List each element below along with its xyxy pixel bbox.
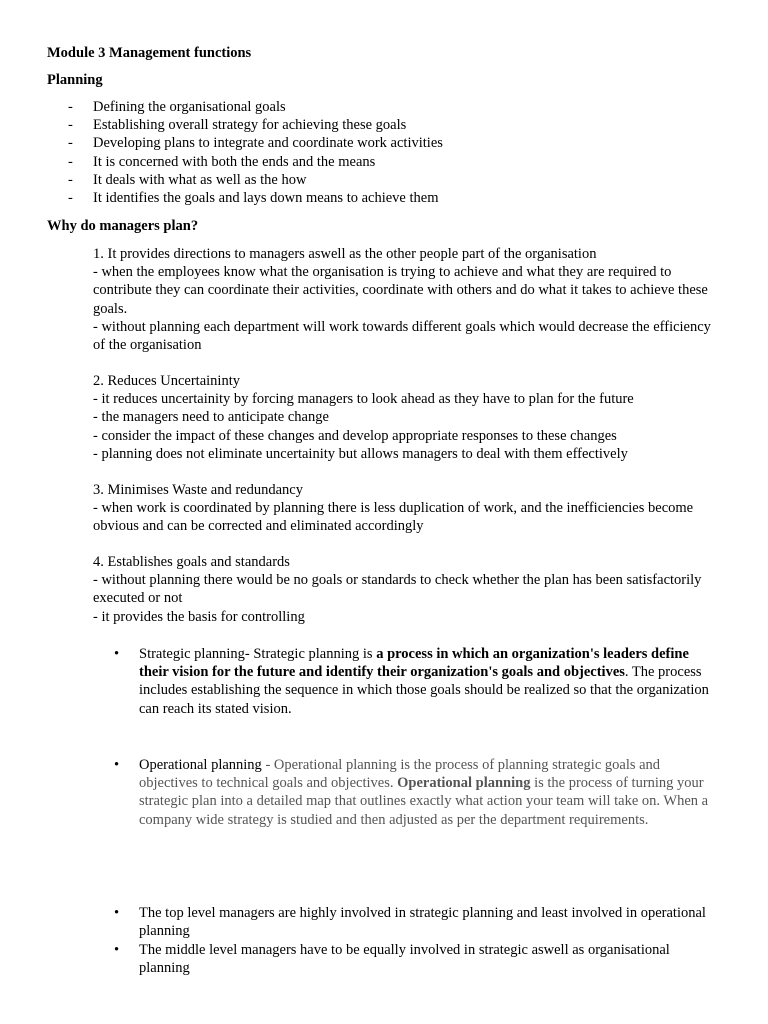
reason-line: - without planning each department will work towards different goals which would decrease the efficiency of the organisation: [93, 318, 711, 354]
reason-4: [93, 553, 723, 626]
reason-line: - consider the impact of these changes and develop appropriate responses to these changes: [93, 427, 617, 444]
reason-title: 2. Reduces Uncertaininty: [93, 373, 240, 389]
reason-line: - when the employees know what the organisation is trying to achieve and what they are required to contribute they can coordinate their activities, coordinate with others and do what it takes to achieve these goals.: [93, 264, 708, 317]
reason-line: - it provides the basis for controlling: [93, 608, 305, 625]
bullet-dot: •: [114, 757, 120, 773]
reason-line: - without planning there would be no goals or standards to check whether the plan has been satisfactorily executed or not: [93, 572, 702, 607]
document-page: Module 3 Management functions Planning - Defining the organisational goals - Establishing overall strategy for achieving these goals - Developing plans to integrate and coordinate work activities - It is concerned with both the ends and the means - It deals with what as well as the how - It identifies the goals and lays down means to achieve them Why do managers plan? 1. It provides directions to managers aswell as the other people part of the organisation - when the employees know what the organisation is trying to achieve and what they are required to contribute they can coordinate their activities, coordinate with others and do what it takes to achieve these goals. - without planning each department will work towards different goals which would decrease the efficiency of the organisation 2. Reduces Uncertaininty - it reduces uncertainity by forcing managers to look ahead as they have to plan for the future - the managers need to anticipate change - consider the impact of these changes and develop appropriate responses to these changes - planning does not eliminate uncertainity but allows managers to deal with them effectively 3. Minimises Waste and redundancy - when work is coordinated by planning there is less duplication of work, and the inefficiencies become obvious and can be corrected and eliminated accordingly 4. Establishes goals and standards - without planning there would be no goals or standards to check whether the plan has been satisfactorily executed or not - it provides the basis for controlling • Strategic planning- Strategic planning is a process in which an organization's leaders define their vision for the future and identify their organization's goals and objectives. The process includes establishing the sequence in which those goals should be realized so that the organization can reach its stated vision. • Operational planning - Operational planning is the process of planning strategic goals and objectives to technical goals and objectives. Operational planning is the process of turning your strategic plan into a detailed map that outlines exactly what action your team will take on. When a company wide strategy is studied and then adjusted as per the department requirements. • The top level managers are highly involved in strategic planning and least involved in operational planning • The middle level managers have to be equally involved in strategic aswell as organisational planning: [0, 0, 768, 1024]
reason-3: [93, 481, 723, 536]
why-heading: Why do managers plan?: [47, 218, 199, 234]
planning-heading: Planning: [47, 72, 103, 88]
reason-1: [93, 245, 723, 354]
bullet-dot: •: [114, 646, 120, 662]
document-title: Module 3 Management functions: [47, 45, 252, 61]
reason-title: 4. Establishes goals and standards: [93, 554, 290, 570]
bullet-dot: •: [114, 942, 120, 958]
reason-2: [93, 372, 723, 463]
reason-line: - planning does not eliminate uncertainity but allows managers to deal with them effectively: [93, 445, 628, 462]
reason-title: 3. Minimises Waste and redundancy: [93, 482, 303, 498]
reason-title: 1. It provides directions to managers aswell as the other people part of the organisation: [93, 246, 597, 262]
reason-line: - the managers need to anticipate change: [93, 409, 329, 426]
reason-line: - it reduces uncertainity by forcing managers to look ahead as they have to plan for the future: [93, 391, 634, 408]
reason-line: - when work is coordinated by planning there is less duplication of work, and the inefficiencies become obvious and can be corrected and eliminated accordingly: [93, 500, 694, 535]
bullet-dot: •: [114, 905, 120, 921]
